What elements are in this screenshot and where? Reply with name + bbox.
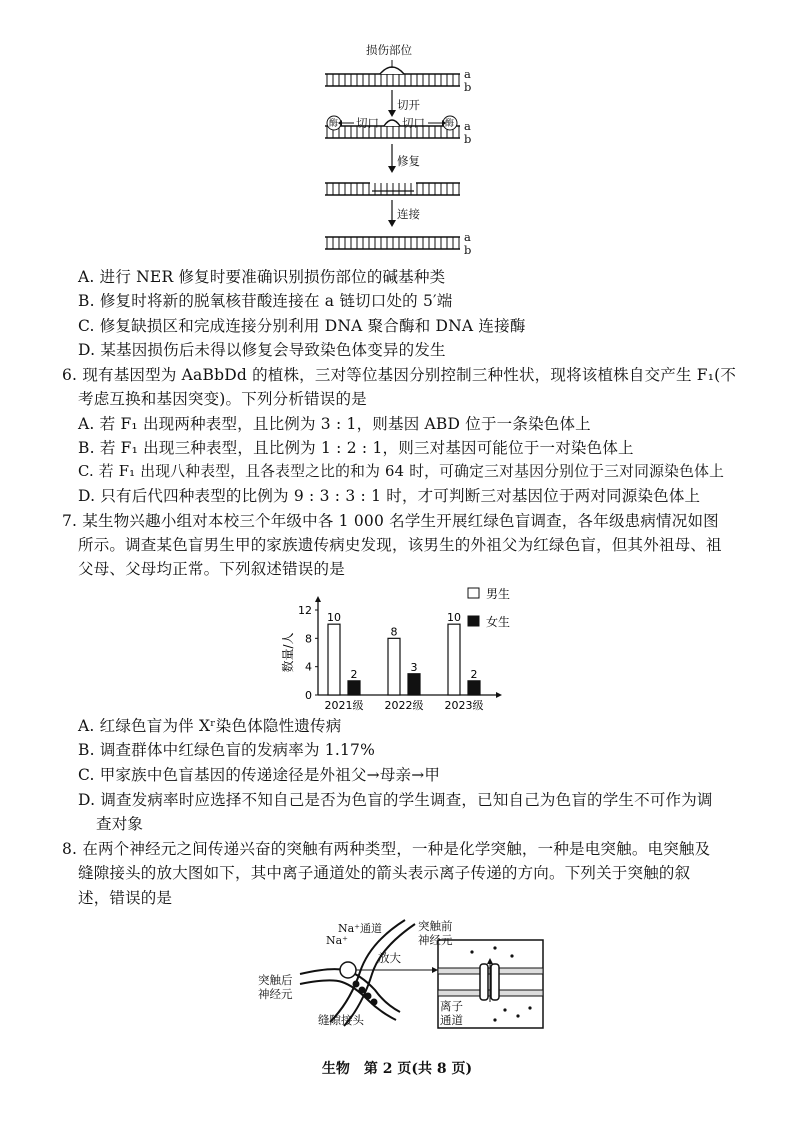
synapse-diagram xyxy=(250,912,550,1032)
bar xyxy=(408,674,420,695)
q6-stem-1: 6. 现有基因型为 AaBbDd 的植株，三对等位基因分别控制三种性状，现将该植株自交产生 F₁(不 xyxy=(62,366,737,384)
q6-option-b: B. 若 F₁ 出现三种表型，且比例为 1 : 2 : 1，则三对基因可能位于一对染色体上 xyxy=(78,439,634,457)
q7-option-b: B. 调查群体中红绿色盲的发病率为 1.17% xyxy=(78,741,376,759)
strand-a: a xyxy=(464,67,471,81)
step-repair-label: 修复 xyxy=(397,154,420,168)
dna-row-cut xyxy=(325,116,460,138)
bar-value-label: 10 xyxy=(447,611,461,625)
q6-option-a: A. 若 F₁ 出现两种表型，且比例为 3 : 1，则基因 ABD 位于一条染色体上 xyxy=(78,415,591,433)
q6-option-c: C. 若 F₁ 出现八种表型，且各表型之比的和为 64 时，可确定三对基因分别位于三对同源染色体上 xyxy=(78,463,725,480)
ion-label-2: 通道 xyxy=(440,1013,463,1027)
na-channel-label: Na⁺通道 xyxy=(338,922,382,935)
page-footer: 生物 第 2 页(共 8 页) xyxy=(321,1061,473,1077)
dna-row-joined xyxy=(325,237,460,249)
legend-swatch xyxy=(468,588,479,598)
post-neuron-label-1: 突触后 xyxy=(258,973,293,987)
damage-label: 损伤部位 xyxy=(366,43,412,57)
q7-option-d-1: D. 调查发病率时应选择不知自己是否为色盲的学生调查，已知自己为色盲的学生不可作为调 xyxy=(78,791,713,809)
enzyme-left: 酶 xyxy=(329,119,339,129)
q6-stem-2: 考虑互换和基因突变)。下列分析错误的是 xyxy=(78,390,367,408)
step-join-label: 连接 xyxy=(397,207,420,221)
enzyme-right: 酶 xyxy=(445,119,455,129)
q6-option-d: D. 只有后代四种表型的比例为 9 : 3 : 3 : 1 时，才可判断三对基因位于两对同源染色体上 xyxy=(78,487,701,505)
na-label: Na⁺ xyxy=(326,934,348,947)
q5-option-a: A. 进行 NER 修复时要准确识别损伤部位的碱基种类 xyxy=(78,268,446,286)
q5-option-d: D. 某基因损伤后未得以修复会导致染色体变异的发生 xyxy=(78,341,446,359)
q7-stem-1: 7. 某生物兴趣小组对本校三个年级中各 1 000 名学生开展红绿色盲调查，各年级患病情况如图 xyxy=(62,512,719,530)
x-tick-label: 2023级 xyxy=(444,699,484,712)
q7-option-c: C. 甲家族中色盲基因的传递途径是外祖父→母亲→甲 xyxy=(78,766,441,784)
bar-value-label: 10 xyxy=(327,611,341,625)
dna-repair-figure xyxy=(300,40,500,265)
y-tick-label: 12 xyxy=(298,604,312,617)
q5-option-b: B. 修复时将新的脱氧核苷酸连接在 a 链切口处的 5′端 xyxy=(78,292,453,310)
q7-option-d-2: 查对象 xyxy=(96,815,144,833)
bar xyxy=(448,624,460,695)
cut-left: 切口 xyxy=(356,116,379,130)
gap-junction-label: 缝隙接头 xyxy=(318,1013,364,1027)
x-tick-label: 2022级 xyxy=(384,699,424,712)
bar xyxy=(388,638,400,695)
bar-value-label: 8 xyxy=(390,625,398,639)
bar-value-label: 2 xyxy=(350,667,358,681)
y-tick-label: 8 xyxy=(305,632,312,646)
pre-neuron-label-1: 突触前 xyxy=(418,919,453,933)
bar-chart xyxy=(268,580,528,715)
strand-b-4: b xyxy=(464,243,472,257)
y-tick-label: 0 xyxy=(305,689,312,702)
bar xyxy=(328,624,340,695)
x-tick-label: 2021级 xyxy=(324,699,364,712)
y-axis-arrow xyxy=(315,596,321,602)
synapse-figure xyxy=(250,912,550,1032)
y-tick-label: 4 xyxy=(305,660,312,674)
q7-stem-3: 父母、父母均正常。下列叙述错误的是 xyxy=(78,560,345,578)
strand-b: b xyxy=(464,80,472,94)
step-cut-label: 切开 xyxy=(397,98,420,112)
post-neuron-label-2: 神经元 xyxy=(258,987,293,1001)
legend-swatch xyxy=(468,616,479,626)
bar-value-label: 3 xyxy=(410,660,418,674)
strand-b-2: b xyxy=(464,132,472,146)
legend-label: 女生 xyxy=(486,615,511,629)
cut-right: 切口 xyxy=(402,116,425,130)
pre-neuron-label-2: 神经元 xyxy=(418,933,453,947)
y-axis-title: 数量/人 xyxy=(281,632,295,673)
x-axis-arrow xyxy=(496,692,502,698)
q8-stem-2: 缝隙接头的放大图如下，其中离子通道处的箭头表示离子传递的方向。下列关于突触的叙 xyxy=(78,864,691,882)
bar-value-label: 2 xyxy=(470,667,478,681)
strand-a-4: a xyxy=(464,230,471,244)
bar xyxy=(468,681,480,695)
q5-option-c: C. 修复缺损区和完成连接分别利用 DNA 聚合酶和 DNA 连接酶 xyxy=(78,317,526,335)
q8-stem-1: 8. 在两个神经元之间传递兴奋的突触有两种类型，一种是化学突触，一种是电突触。电突触及 xyxy=(62,840,711,858)
q8-stem-3: 述，错误的是 xyxy=(78,889,173,907)
ion-label-1: 离子 xyxy=(440,999,463,1013)
dna-row-damaged xyxy=(325,60,460,86)
bar xyxy=(348,681,360,695)
bar-chart-svg xyxy=(268,580,528,715)
legend-label: 男生 xyxy=(486,587,511,601)
magnify-label: 放大 xyxy=(378,951,401,965)
q7-stem-2: 所示。调查某色盲男生甲的家族遗传病史发现，该男生的外祖父为红绿色盲，但其外祖母、祖 xyxy=(78,536,722,554)
q7-option-a: A. 红绿色盲为伴 Xʳ染色体隐性遗传病 xyxy=(78,717,342,735)
dna-row-repaired xyxy=(325,183,460,195)
strand-a-2: a xyxy=(464,119,471,133)
